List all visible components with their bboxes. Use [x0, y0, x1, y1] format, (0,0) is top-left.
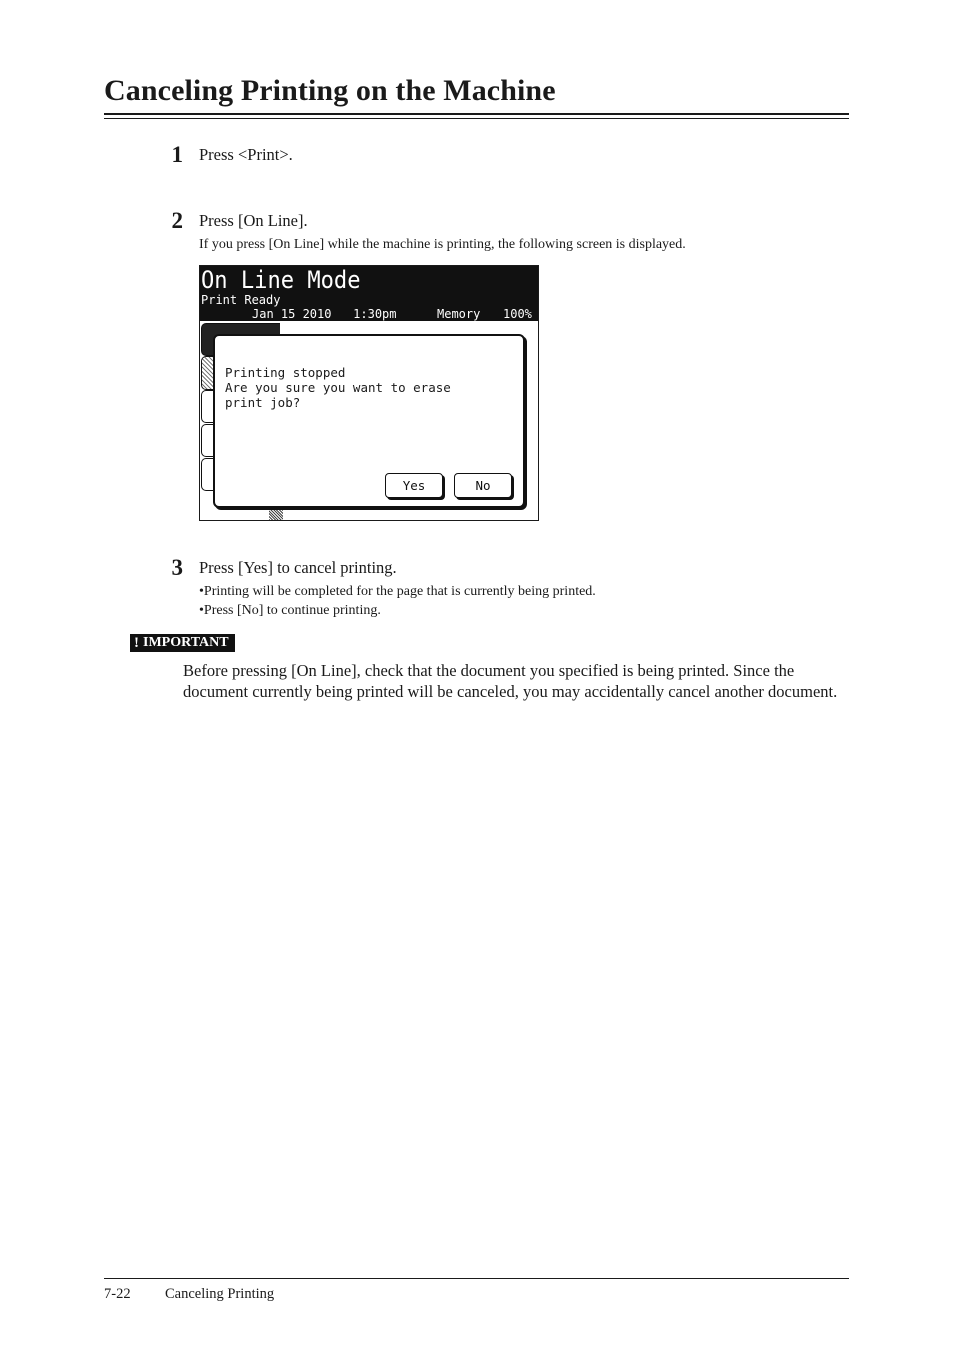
important-label: IMPORTANT — [143, 635, 229, 650]
scroll-indicator — [269, 509, 283, 520]
bullet-icon: • — [199, 584, 204, 599]
bullet-icon: • — [199, 603, 204, 618]
step-3-bullet: •Press [No] to continue printing. — [199, 603, 381, 618]
step-3-text: Press [Yes] to cancel printing. — [199, 558, 397, 577]
step-2-note: If you press [On Line] while the machine is printing, the following screen is displayed. — [199, 237, 686, 252]
page-title: Canceling Printing on the Machine — [104, 74, 556, 107]
screen-title: On Line Mode — [201, 266, 361, 294]
confirm-dialog — [213, 334, 525, 508]
dialog-line: print job? — [225, 395, 301, 410]
title-rule-thin — [104, 118, 849, 119]
step-3-bullet: •Printing will be completed for the page that is currently being printed. — [199, 584, 596, 599]
important-text: Before pressing [On Line], check that the document you specified is being printed. Since the document currently being printed will be canceled, you may accidentally cancel another document. — [183, 661, 838, 701]
exclamation-icon: ! — [134, 635, 139, 651]
step-3-number: 3 — [171, 555, 183, 580]
step-1-text: Press <Print>. — [199, 145, 293, 164]
footer-rule — [104, 1278, 849, 1279]
screen-status: Print Ready — [201, 293, 281, 307]
footer-page-number: 7-22 — [104, 1286, 131, 1302]
screen-memory-value: 100% — [503, 307, 532, 321]
step-1-number: 1 — [171, 142, 183, 167]
important-badge — [130, 634, 235, 652]
footer-section: Canceling Printing — [165, 1286, 275, 1302]
screen-memory-label: Memory — [437, 307, 481, 321]
dialog-line: Are you sure you want to erase — [225, 380, 451, 395]
screen-header — [200, 266, 538, 321]
yes-button[interactable]: Yes — [385, 473, 443, 498]
lcd-screen — [199, 265, 539, 521]
step-2-number: 2 — [171, 208, 183, 233]
no-button[interactable]: No — [454, 473, 512, 498]
screen-date: Jan 15 2010 1:30pm — [252, 307, 397, 321]
title-rule-thick — [104, 113, 849, 115]
dialog-line: Printing stopped — [225, 365, 346, 380]
step-2-text: Press [On Line]. — [199, 211, 308, 230]
